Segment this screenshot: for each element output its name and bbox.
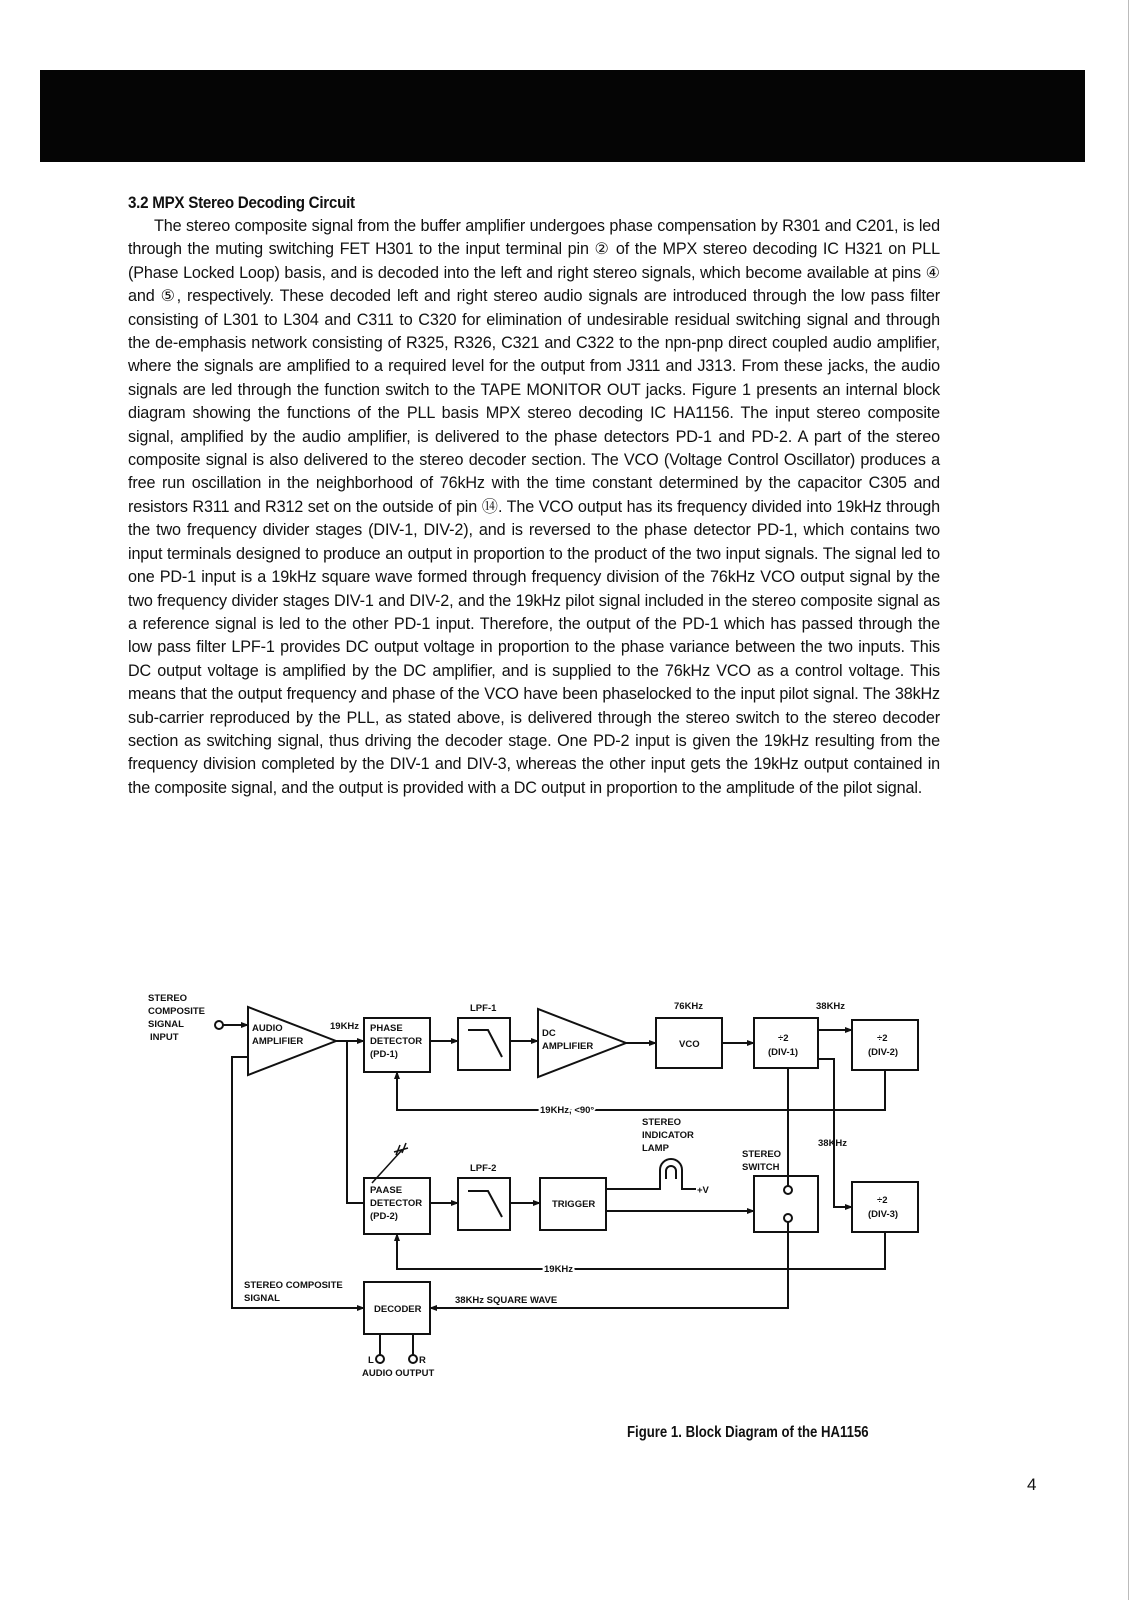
trigger-label: TRIGGER [552,1199,596,1210]
square-wave-label: 38KHz SQUARE WAVE [455,1295,558,1306]
lamp-label-2: INDICATOR [642,1130,694,1141]
page-edge [1128,0,1129,1600]
page-number: 4 [1027,1475,1037,1494]
stereo-switch-label-1: STEREO [742,1149,782,1160]
figure-caption: Figure 1. Block Diagram of the HA1156 [627,1424,869,1441]
audio-amp-label-2: AMPLIFIER [252,1036,304,1047]
pd1-label-1: PHASE [370,1023,403,1034]
vco-freq-label: 76KHz [674,1001,704,1012]
input-label-1: STEREO [148,993,188,1004]
dc-amp-label-2: AMPLIFIER [542,1041,594,1052]
audio-amp-label-1: AUDIO [252,1023,283,1034]
output-right-label: R [419,1355,426,1366]
lpf2-label: LPF-2 [470,1163,497,1174]
plus-v-label: +V [697,1185,709,1196]
lpf1-label: LPF-1 [470,1003,497,1014]
div3-label-2: (DIV-3) [868,1209,899,1220]
pd2-label-1: PAASE [370,1185,403,1196]
section-3-2 [128,194,940,800]
input-label-3: SIGNAL [148,1019,184,1030]
div1-label-2: (DIV-1) [768,1047,799,1058]
stereo-switch-label-2: SWITCH [742,1162,780,1173]
composite-label-2: SIGNAL [244,1293,280,1304]
vco-label: VCO [679,1039,700,1050]
div1-label-1: ÷2 [778,1033,789,1044]
section-body: The stereo composite signal from the buffer amplifier undergoes phase compensation by R301 and C201, is led through the muting switching FET H301 to the input terminal pin ② of the MPX stereo decoding IC H321 on PLL (Phase Locked Loop) basis, and is decoded into the left and right stereo signals, which become available at pins ④ and ⑤, respectively. These decoded left and right stereo audio signals are introduced through the low pass filter consisting of L301 to L304 and C311 to C320 for elimination of undesirable residual switching signal and through the de-emphasis network consisting of R325, R326, C321 and C322 to the npn-pnp direct coupled audio amplifier, where the signals are amplified to a required level for the output from J311 and J313. From these jacks, the audio signals are led through the function switch to the TAPE MONITOR OUT jacks. Figure 1 presents an internal block diagram showing the functions of the PLL basis MPX stereo decoding IC HA1156. The input stereo composite signal, amplified by the audio amplifier, is delivered to the phase detectors PD-1 and PD-2. A part of the stereo composite signal is also delivered to the stereo decoder section. The VCO (Voltage Control Oscillator) produces a free run oscillation in the neighborhood of 76kHz with the time constant determined by the capacitor C305 and resistors R311 and R312 set on the outside of pin ⑭. The VCO output has its frequency divided into 19kHz through the two frequency divider stages (DIV-1, DIV-2), and is reversed to the phase detector PD-1, which contains two input terminals designed to produce an output in proportion to the product of the two input signals. The signal led to one PD-1 input is a 19kHz square wave formed through frequency division of the 76kHz VCO output signal by the two frequency divider stages DIV-1 and DIV-2, and the 19kHz pilot signal included in the stereo composite signal as a reference signal is led to the other PD-1 input. Therefore, the output of the PD-1 which has passed through the low pass filter LPF-1 provides DC output voltage in proportion to the phase variance between the two inputs. This DC output voltage is amplified by the DC amplifier, and is supplied to the 76kHz VCO as a control voltage. This means that the output frequency and phase of the VCO have been phaselocked to the input pilot signal. The 38kHz sub-carrier reproduced by the PLL, as stated above, is delivered through the stereo switch to the stereo decoder section as switching signal, thus driving the decoder stage. One PD-2 input is given the 19kHz resulting from the frequency division completed by the DIV-1 and DIV-3, whereas the other input gets the 19kHz output contained in the composite signal, and the output is provided with a DC output in proportion to the amplitude of the pilot signal. [128,217,940,797]
div3-in-label: 38KHz [818,1138,848,1149]
header-bar [40,70,1085,162]
div2-label-2: (DIV-2) [868,1047,899,1058]
pd2-label-2: DETECTOR [370,1198,423,1209]
input-label-4: INPUT [150,1032,179,1043]
div2-label-1: ÷2 [877,1033,888,1044]
pd2-label-3: (PD-2) [370,1211,398,1222]
decoder-label: DECODER [374,1304,422,1315]
dc-amp-label-1: DC [542,1028,556,1039]
composite-label-1: STEREO COMPOSITE [244,1280,343,1291]
audio-output-label: AUDIO OUTPUT [362,1368,435,1379]
output-left-label: L [368,1355,374,1366]
feedback-pd2-label: 19KHz [544,1264,574,1275]
signal-amp-out: 19KHz [330,1021,360,1032]
section-title: 3.2 MPX Stereo Decoding Circuit [128,194,355,212]
pd1-label-3: (PD-1) [370,1049,398,1060]
block-diagram [140,985,940,1385]
pd1-label-2: DETECTOR [370,1036,423,1047]
feedback-pd1-label: 19KHz, <90° [540,1105,595,1116]
lamp-label-3: LAMP [642,1143,669,1154]
input-label-2: COMPOSITE [148,1006,206,1017]
lamp-label-1: STEREO [642,1117,682,1128]
div1-out-label: 38KHz [816,1001,846,1012]
div3-label-1: ÷2 [877,1195,888,1206]
